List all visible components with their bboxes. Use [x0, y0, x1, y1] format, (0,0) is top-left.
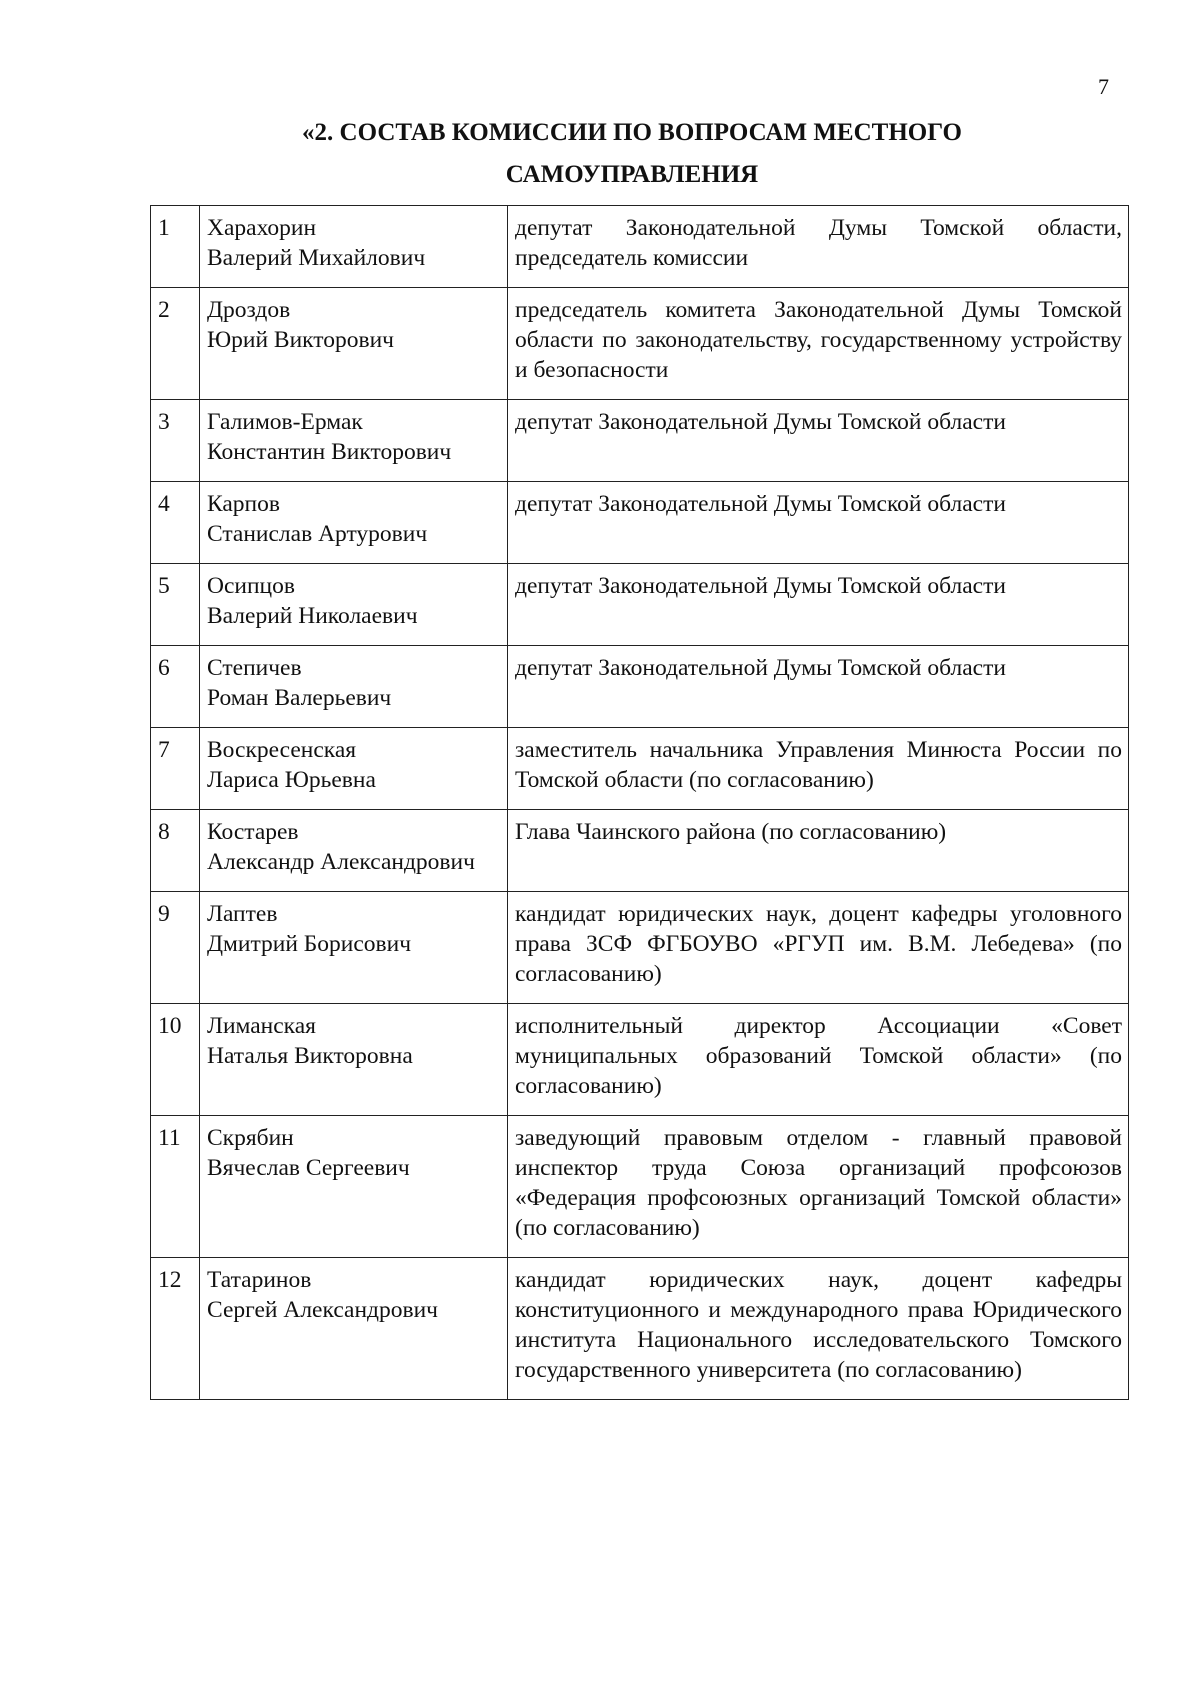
- row-number: 10: [151, 1004, 200, 1116]
- member-name: [200, 892, 508, 1004]
- table-row: [151, 564, 1129, 646]
- table-row: [151, 288, 1129, 400]
- member-given-name: Вячеслав Сергеевич: [207, 1155, 410, 1181]
- row-number: 1: [151, 206, 200, 288]
- row-number: 12: [151, 1258, 200, 1400]
- row-number: 8: [151, 810, 200, 892]
- member-given-name: Валерий Николаевич: [207, 603, 418, 629]
- member-given-name: Роман Валерьевич: [207, 685, 392, 711]
- member-position: депутат Законодательной Думы Томской области: [508, 482, 1129, 564]
- member-position: кандидат юридических наук, доцент кафедры уголовного права ЗСФ ФГБОУВО «РГУП им. В.М. Лебедева» (по согласованию): [508, 892, 1129, 1004]
- member-given-name: Наталья Викторовна: [207, 1043, 413, 1069]
- member-surname: Степичев: [207, 655, 302, 681]
- member-given-name: Сергей Александрович: [207, 1297, 438, 1323]
- member-surname: Скрябин: [207, 1125, 294, 1151]
- table-row: [151, 482, 1129, 564]
- member-given-name: Лариса Юрьевна: [207, 767, 376, 793]
- member-position: заведующий правовым отделом - главный правовой инспектор труда Союза организаций профсоюзов «Федерация профсоюзных организаций Томской области» (по согласованию): [508, 1116, 1129, 1258]
- table-row: [151, 1258, 1129, 1400]
- member-name: [200, 1116, 508, 1258]
- table-row: [151, 1004, 1129, 1116]
- member-given-name: Дмитрий Борисович: [207, 931, 412, 957]
- member-name: [200, 288, 508, 400]
- row-number: 11: [151, 1116, 200, 1258]
- page-number: 7: [1098, 74, 1109, 99]
- member-surname: Лиманская: [207, 1013, 316, 1039]
- table-row: [151, 810, 1129, 892]
- member-position: депутат Законодательной Думы Томской области: [508, 646, 1129, 728]
- row-number: 5: [151, 564, 200, 646]
- member-position: депутат Законодательной Думы Томской области: [508, 564, 1129, 646]
- member-name: [200, 646, 508, 728]
- member-surname: Воскресенская: [207, 737, 357, 763]
- member-surname: Карпов: [207, 491, 280, 517]
- member-given-name: Константин Викторович: [207, 439, 452, 465]
- member-surname: Осипцов: [207, 573, 295, 599]
- commission-members-table: [150, 205, 1129, 1400]
- section-title: [150, 112, 1114, 196]
- member-surname: Татаринов: [207, 1267, 312, 1293]
- member-position: Глава Чаинского района (по согласованию): [508, 810, 1129, 892]
- row-number: 4: [151, 482, 200, 564]
- section-title-line-1: «2. СОСТАВ КОМИССИИ ПО ВОПРОСАМ МЕСТНОГО: [302, 119, 962, 146]
- member-name: [200, 400, 508, 482]
- member-given-name: Станислав Артурович: [207, 521, 428, 547]
- row-number: 6: [151, 646, 200, 728]
- member-surname: Галимов-Ермак: [207, 409, 363, 435]
- member-surname: Харахорин: [207, 215, 317, 241]
- row-number: 3: [151, 400, 200, 482]
- member-surname: Лаптев: [207, 901, 278, 927]
- member-surname: Костарев: [207, 819, 299, 845]
- member-position: председатель комитета Законодательной Думы Томской области по законодательству, государственному устройству и безопасности: [508, 288, 1129, 400]
- member-name: [200, 1004, 508, 1116]
- table-row: [151, 728, 1129, 810]
- table-row: [151, 892, 1129, 1004]
- table-row: [151, 400, 1129, 482]
- member-name: [200, 1258, 508, 1400]
- section-title-line-2: САМОУПРАВЛЕНИЯ: [505, 161, 759, 188]
- member-given-name: Юрий Викторович: [207, 327, 394, 353]
- row-number: 7: [151, 728, 200, 810]
- member-name: [200, 564, 508, 646]
- member-position: депутат Законодательной Думы Томской области: [508, 400, 1129, 482]
- member-name: [200, 728, 508, 810]
- member-position: депутат Законодательной Думы Томской области, председатель комиссии: [508, 206, 1129, 288]
- table-row: [151, 646, 1129, 728]
- member-name: [200, 206, 508, 288]
- table-row: [151, 1116, 1129, 1258]
- member-name: [200, 810, 508, 892]
- member-position: заместитель начальника Управления Минюста России по Томской области (по согласованию): [508, 728, 1129, 810]
- member-name: [200, 482, 508, 564]
- member-position: исполнительный директор Ассоциации «Совет муниципальных образований Томской области» (по согласованию): [508, 1004, 1129, 1116]
- member-given-name: Валерий Михайлович: [207, 245, 426, 271]
- row-number: 9: [151, 892, 200, 1004]
- member-surname: Дроздов: [207, 297, 291, 323]
- member-position: кандидат юридических наук, доцент кафедры конституционного и международного права Юридического института Национального исследовательского Томского государственного университета (по согласованию): [508, 1258, 1129, 1400]
- member-given-name: Александр Александрович: [207, 849, 475, 875]
- table-row: [151, 206, 1129, 288]
- row-number: 2: [151, 288, 200, 400]
